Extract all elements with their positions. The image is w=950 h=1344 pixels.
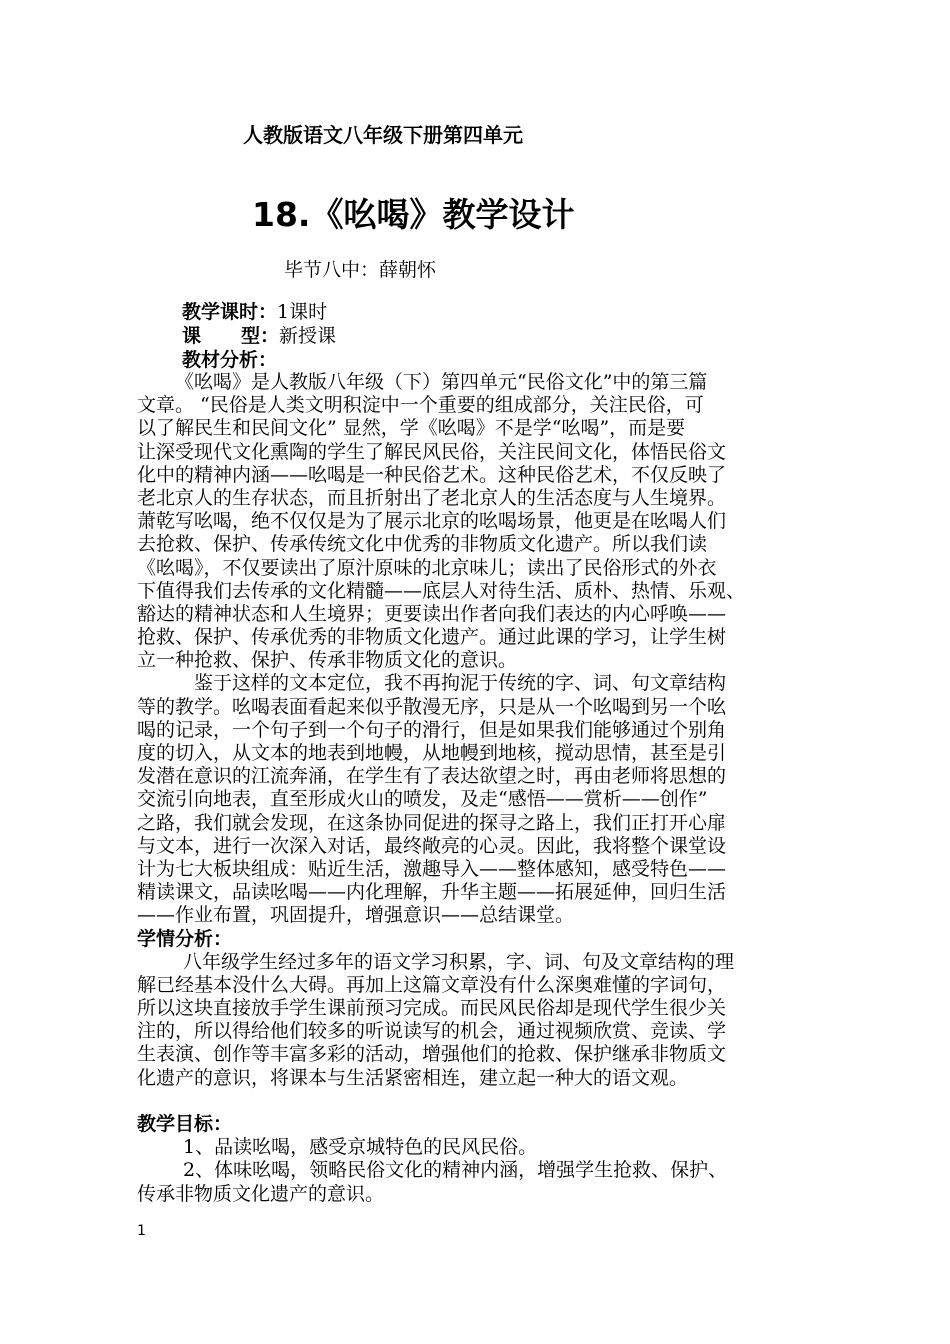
lesson-type-row — [182, 324, 336, 348]
spacer — [137, 1090, 837, 1113]
paragraph-line: 化遗产的意识，将课本与生活紧密相连，建立起一种大的语文观。 — [137, 1066, 689, 1089]
student-analysis-section — [137, 928, 837, 1090]
objective-item: 传承非物质文化遗产的意识。 — [137, 1182, 385, 1205]
objective-item: 1、品读吆喝，感受京城特色的民风民俗。 — [183, 1136, 538, 1159]
lesson-hours-row — [182, 300, 336, 324]
paragraph-line: 度的切入，从文本的地表到地幔，从地幔到地核，搅动思情，甚至是引 — [137, 742, 727, 764]
main-title: 18.《吆喝》教学设计 — [252, 195, 575, 234]
lesson-type-label — [182, 325, 279, 347]
paragraph-line: 文章。 “民俗是人类文明积淀中一个重要的组成部分，关注民俗，可 — [137, 394, 704, 417]
paragraph-line: 鉴于这样的文本定位，我不再拘泥于传统的字、词、句文章结构 — [194, 672, 727, 695]
objectives-heading: 教学目标： — [137, 1113, 233, 1135]
paragraph-line: 所以这块直接放手学生课前预习完成。而民风民俗却是现代学生很少关 — [137, 997, 727, 1020]
paragraph-line: 立一种抢救、保护、传承非物质文化的意识。 — [137, 649, 518, 672]
paragraph-line: 喝的记录，一个句子到一个句子的滑行，但是如果我们能够通过个别角 — [137, 718, 727, 741]
paragraph-line: 去抢救、保护、传承传统文化中优秀的非物质文化遗产。所以我们读 — [137, 533, 708, 556]
paragraph-line: 豁达的精神状态和人生境界；更要读出作者向我们表达的内心呼唤—— — [137, 602, 727, 625]
student-analysis-heading: 学情分析： — [137, 927, 233, 950]
paragraph-line: 下值得我们去传承的文化精髓——底层人对待生活、质朴、热情、乐观、 — [137, 579, 746, 602]
paragraph-line: 《吆喝》，不仅要读出了原汁原味的北京味儿；读出了民俗形式的外衣 — [137, 556, 717, 579]
lesson-meta — [182, 300, 336, 372]
page-number: 1 — [137, 1223, 146, 1239]
paragraph-line: 生表演、创作等丰富多彩的活动，增强他们的抢救、保护继承非物质文 — [137, 1043, 727, 1066]
author-line: 毕节八中：薛朝怀 — [284, 259, 437, 281]
paragraph-line: 交流引向地表，直至形成火山的喷发，及走“感悟——赏析——创作” — [137, 788, 708, 811]
document-body — [137, 371, 837, 1206]
paragraph-line: 化中的精神内涵——吆喝是一种民俗艺术。这种民俗艺术，不仅反映了 — [137, 463, 727, 486]
paragraph-line: 之路，我们就会发现，在这条协同促进的探寻之路上，我们正打开心扉 — [137, 811, 727, 834]
lesson-hours-label: 教学课时： — [182, 301, 278, 323]
paragraph-line: 精读课文，品读吆喝——内化理解，升华主题——拓展延伸，回归生活 — [137, 881, 727, 904]
paragraph-line: 老北京人的生存状态，而且折射出了老北京人的生活态度与人生境界。 — [137, 486, 727, 509]
paragraph-line: 计为七大板块组成：贴近生活，激趣导入——整体感知，感受特色—— — [137, 857, 727, 880]
paragraph-line: 等的教学。吆喝表面看起来似乎散漫无序，只是从一个吆喝到另一个吆 — [137, 695, 727, 718]
paragraph-line: 注的，所以得给他们较多的听说读写的机会，通过视频欣赏、竞读、学 — [137, 1020, 727, 1043]
material-analysis-heading-row — [182, 348, 336, 372]
unit-title: 人教版语文八年级下册第四单元 — [243, 123, 523, 147]
paragraph-line: 发潜在意识的江流奔涌，在学生有了表达欲望之时，再由老师将思想的 — [137, 765, 727, 788]
material-analysis-heading: 教材分析： — [182, 349, 278, 371]
paragraph-line: 八年级学生经过多年的语文学习积累，字、词、句及文章结构的理 — [183, 950, 735, 973]
lesson-hours-value: 1课时 — [277, 301, 328, 323]
paragraph-line: 《吆喝》是人教版八年级（下）第四单元“民俗文化”中的第三篇 — [175, 371, 708, 393]
material-analysis-section — [137, 371, 837, 928]
objectives-section — [137, 1113, 837, 1206]
lesson-type-label-part1: 课 — [182, 325, 202, 347]
paragraph-line: 抢救、保护、传承优秀的非物质文化遗产。通过此课的学习，让学生树 — [137, 626, 727, 649]
paragraph-line: 与文本，进行一次深入对话，最终敞亮的心灵。因此，我将整个课堂设 — [137, 834, 727, 857]
objective-item: 2、体味吆喝，领略民俗文化的精神内涵，增强学生抢救、保护、 — [183, 1159, 728, 1182]
paragraph-line: 以了解民生和民间文化” 显然，学《吆喝》不是学“吆喝”，而是要 — [137, 417, 686, 440]
paragraph-line: ——作业布置，巩固提升，增强意识——总结课堂。 — [137, 904, 575, 927]
lesson-type-label-part2: 型： — [241, 325, 280, 347]
paragraph-line: 让深受现代文化熏陶的学生了解民风民俗，关注民间文化，体悟民俗文 — [137, 440, 727, 463]
lesson-type-value: 新授课 — [279, 325, 337, 347]
paragraph-line: 萧乾写吆喝，绝不仅仅是为了展示北京的吆喝场景，他更是在吆喝人们 — [137, 510, 727, 533]
paragraph-line: 解已经基本没什么大碍。再加上这篇文章没有什么深奥难懂的字词句， — [137, 973, 727, 996]
